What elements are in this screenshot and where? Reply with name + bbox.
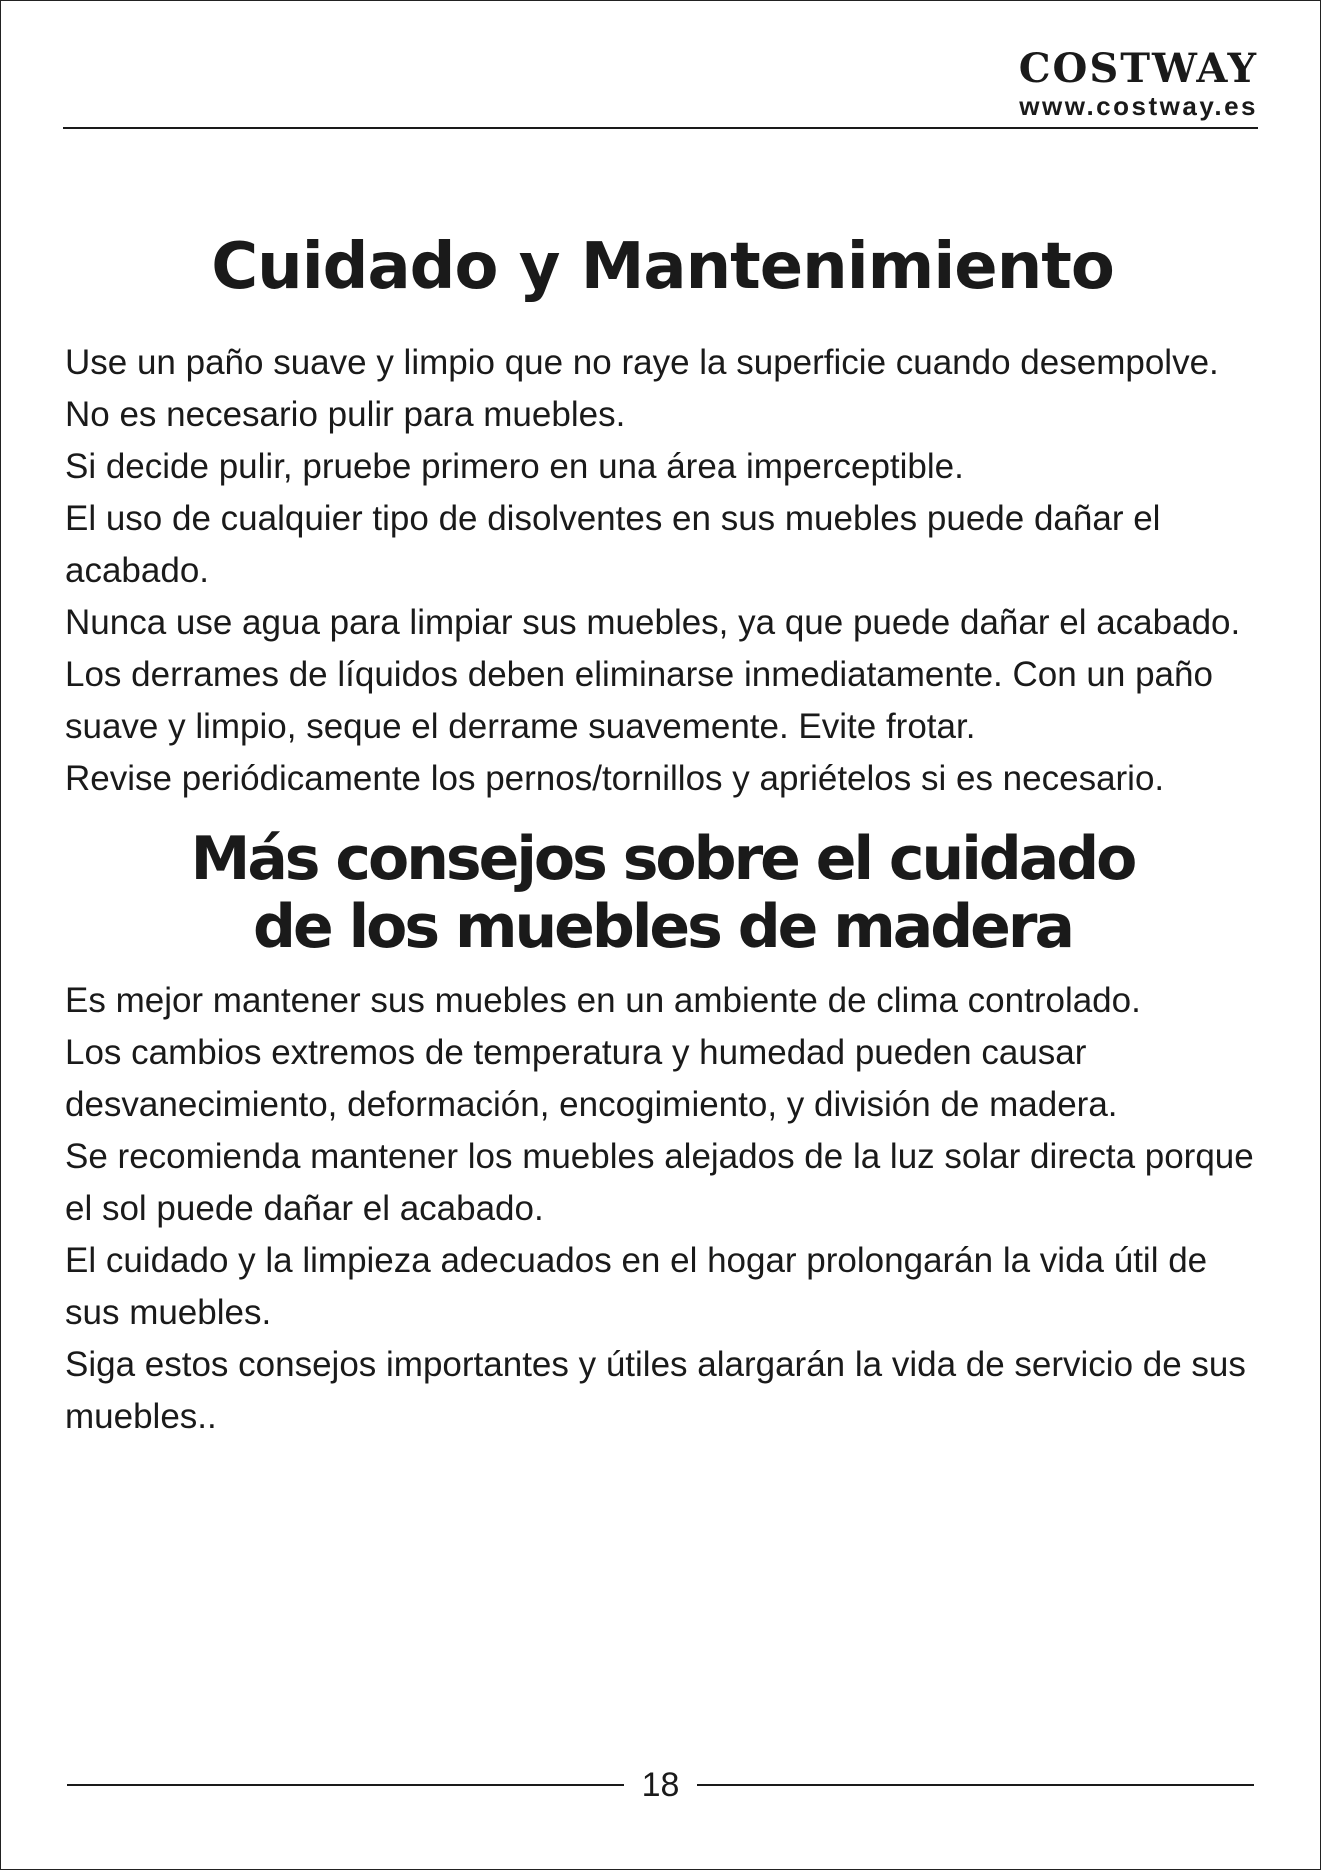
care-paragraph: Nunca use agua para limpiar sus muebles, ya que puede dañar el acabado. bbox=[65, 603, 1241, 642]
footer-divider-right bbox=[697, 1784, 1254, 1786]
care-paragraph: Revise periódicamente los pernos/tornillos y apriételos si es necesario. bbox=[65, 759, 1165, 798]
tips-paragraph: Los cambios extremos de temperatura y humedad pueden causar desvanecimiento, deformación, encogimiento, y división de madera. bbox=[65, 1033, 1118, 1124]
tips-paragraph: El cuidado y la limpieza adecuados en el hogar prolongarán la vida útil de sus muebles. bbox=[65, 1241, 1208, 1332]
footer-divider-left bbox=[67, 1784, 624, 1786]
tips-paragraphs bbox=[65, 975, 1260, 1443]
care-paragraph: No es necesario pulir para muebles. bbox=[65, 395, 626, 434]
care-paragraph: Use un paño suave y limpio que no raye la superficie cuando desempolve. bbox=[65, 343, 1219, 382]
page-number: 18 bbox=[641, 1766, 680, 1804]
page-content bbox=[65, 227, 1260, 1443]
section-title-tips-line2: de los muebles de madera bbox=[253, 892, 1072, 962]
brand-url: www.costway.es bbox=[1019, 91, 1258, 121]
care-paragraphs bbox=[65, 337, 1260, 805]
section-title-tips bbox=[65, 825, 1260, 961]
section-title-care: Cuidado y Mantenimiento bbox=[211, 230, 1114, 304]
care-paragraph: El uso de cualquier tipo de disolventes en sus muebles puede dañar el acabado. bbox=[65, 499, 1161, 590]
care-paragraph: Los derrames de líquidos deben eliminarse inmediatamente. Con un paño suave y limpio, seque el derrame suavemente. Evite frotar. bbox=[65, 655, 1213, 746]
header-divider bbox=[63, 127, 1258, 129]
tips-paragraph: Es mejor mantener sus muebles en un ambiente de clima controlado. bbox=[65, 981, 1141, 1020]
brand-logo: COSTWAY bbox=[1018, 45, 1258, 92]
tips-paragraph: Siga estos consejos importantes y útiles alargarán la vida de servicio de sus muebles.. bbox=[65, 1345, 1246, 1436]
section-title-tips-line1: Más consejos sobre el cuidado bbox=[190, 824, 1135, 894]
tips-paragraph: Se recomienda mantener los muebles alejados de la luz solar directa porque el sol puede dañar el acabado. bbox=[65, 1137, 1254, 1228]
care-paragraph: Si decide pulir, pruebe primero en una área imperceptible. bbox=[65, 447, 964, 486]
footer bbox=[67, 1765, 1254, 1805]
header bbox=[1019, 47, 1258, 121]
